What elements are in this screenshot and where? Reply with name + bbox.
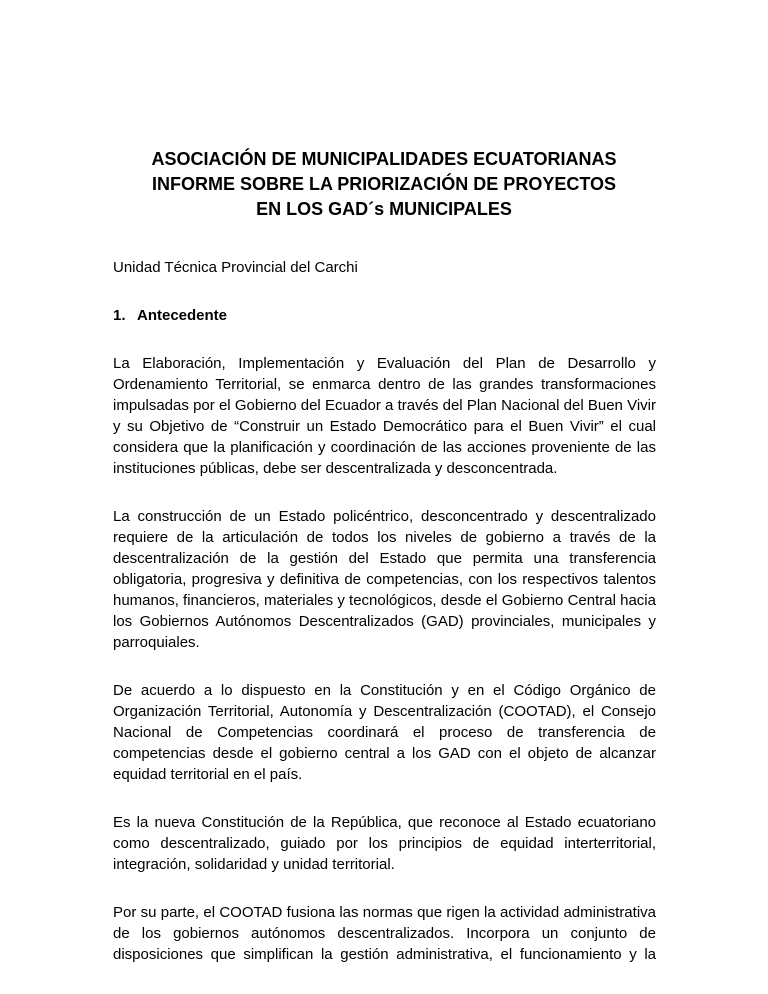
title-line: INFORME SOBRE LA PRIORIZACIÓN DE PROYECTOS xyxy=(151,174,617,194)
document-title xyxy=(0,147,768,222)
paragraph: Por su parte, el COOTAD fusiona las normas que rigen la actividad administrativa de los gobiernos autónomos descentralizados. Incorpora un conjunto de disposiciones que simplifican la gestión administrativa, el funcionamiento y la xyxy=(113,904,656,963)
title-line: EN LOS GAD´s MUNICIPALES xyxy=(256,199,512,219)
paragraph: De acuerdo a lo dispuesto en la Constitución y en el Código Orgánico de Organización Territorial, Autonomía y Descentralización (COOTAD), el Consejo Nacional de Competencias coordinará el proceso de transferencia de competencias desde el gobierno central a los GAD con el objeto de alcanzar equidad territorial en el país. xyxy=(113,682,656,783)
section-number: 1. xyxy=(113,307,126,324)
paragraph: Es la nueva Constitución de la República, que reconoce al Estado ecuatoriano como descentralizado, guiado por los principios de equidad interterritorial, integración, solidaridad y unidad territorial. xyxy=(113,814,656,873)
unit-name: Unidad Técnica Provincial del Carchi xyxy=(113,259,358,276)
section-title: Antecedente xyxy=(137,307,228,324)
title-line: ASOCIACIÓN DE MUNICIPALIDADES ECUATORIANAS xyxy=(151,149,617,169)
document-body xyxy=(113,257,656,992)
paragraph: La Elaboración, Implementación y Evaluación del Plan de Desarrollo y Ordenamiento Territorial, se enmarca dentro de las grandes transformaciones impulsadas por el Gobierno del Ecuador a través del Plan Nacional del Buen Vivir y su Objetivo de “Construir un Estado Democrático para el Buen Vivir” el cual considera que la planificación y coordinación de las acciones proveniente de las instituciones públicas, debe ser descentralizada y desconcentrada. xyxy=(113,355,656,477)
section-heading xyxy=(113,305,656,326)
paragraph: La construcción de un Estado policéntrico, desconcentrado y descentralizado requiere de la articulación de todos los niveles de gobierno a través de la descentralización de la gestión del Estado que permita una transferencia obligatoria, progresiva y definitiva de competencias, con los respectivos talentos humanos, financieros, materiales y tecnológicos, desde el Gobierno Central hacia los Gobiernos Autónomos Descentralizados (GAD) provinciales, municipales y parroquiales. xyxy=(113,508,656,651)
